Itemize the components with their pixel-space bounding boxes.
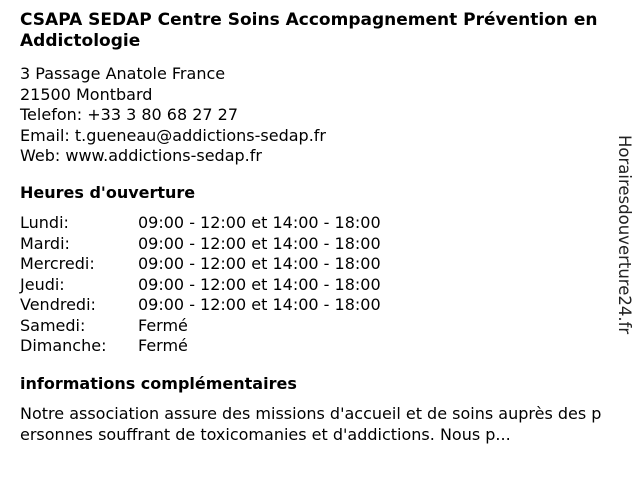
website: Web: www.addictions-sedap.fr xyxy=(20,146,262,165)
city-postal: 21500 Montbard xyxy=(20,84,153,104)
page-title: CSAPA SEDAP Centre Soins Accompagnement Prévention en Addictologie xyxy=(20,10,598,51)
site-watermark: Horairesdouverture24.fr xyxy=(615,135,634,335)
time-value: Fermé xyxy=(138,336,188,355)
day-label: Dimanche: xyxy=(20,336,107,355)
day-label: Jeudi: xyxy=(20,274,65,294)
time-value: 09:00 - 12:00 et 14:00 - 18:00 xyxy=(138,213,381,232)
time-value: 09:00 - 12:00 et 14:00 - 18:00 xyxy=(138,295,381,314)
hours-heading: Heures d'ouverture xyxy=(20,183,196,202)
day-label: Lundi: xyxy=(20,213,69,232)
day-label: Vendredi: xyxy=(20,295,96,314)
address-block xyxy=(20,64,326,167)
time-value: 09:00 - 12:00 et 14:00 - 18:00 xyxy=(138,254,381,273)
day-label: Mardi: xyxy=(20,233,70,253)
info-heading: informations complémentaires xyxy=(20,374,297,393)
street-address: 3 Passage Anatole France xyxy=(20,64,226,83)
info-description: Notre association assure des missions d'accueil et de soins auprès des personnes souffrant de toxicomanies et d'addictions. Nous p... xyxy=(20,404,602,444)
phone-number: Telefon: +33 3 80 68 27 27 xyxy=(20,105,239,124)
time-value: 09:00 - 12:00 et 14:00 - 18:00 xyxy=(138,274,381,294)
time-value: 09:00 - 12:00 et 14:00 - 18:00 xyxy=(138,233,381,253)
day-label: Samedi: xyxy=(20,315,86,335)
day-label: Mercredi: xyxy=(20,254,95,273)
email-address: Email: t.gueneau@addictions-sedap.fr xyxy=(20,125,327,145)
time-value: Fermé xyxy=(138,315,188,335)
